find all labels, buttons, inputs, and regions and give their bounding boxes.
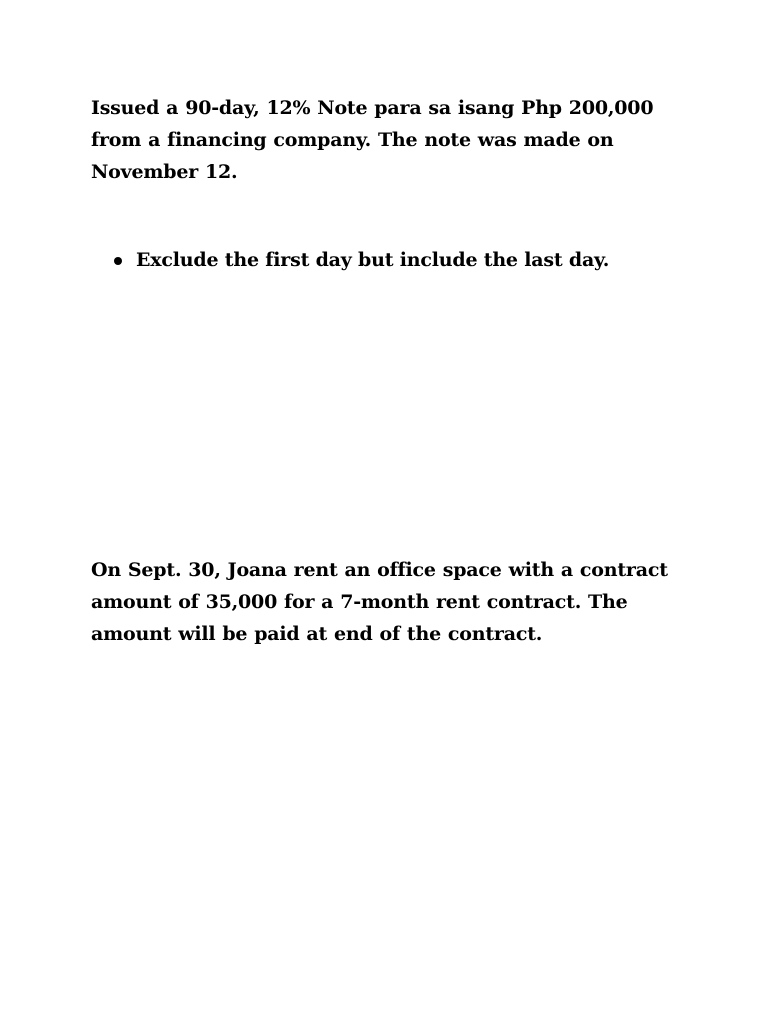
- problem-1-line-3: November 12.: [91, 161, 238, 183]
- bullet-dot-icon: [114, 257, 122, 265]
- problem-1-line-1: Issued a 90-day, 12% Note para sa isang Php 200,000: [91, 97, 654, 119]
- problem-2-paragraph: [91, 554, 681, 650]
- problem-2-line-3: amount will be paid at end of the contract.: [91, 623, 543, 645]
- problem-2-line-1: On Sept. 30, Joana rent an office space with a contract: [91, 559, 668, 581]
- problem-1-line-2: from a financing company. The note was made on: [91, 129, 614, 151]
- note-bullet-list: [112, 244, 609, 276]
- note-bullet-text: Exclude the first day but include the last day.: [136, 249, 610, 271]
- problem-2-line-2: amount of 35,000 for a 7-month rent contract. The: [91, 591, 628, 613]
- problem-1-paragraph: [91, 92, 681, 188]
- note-bullet-item: [112, 244, 609, 276]
